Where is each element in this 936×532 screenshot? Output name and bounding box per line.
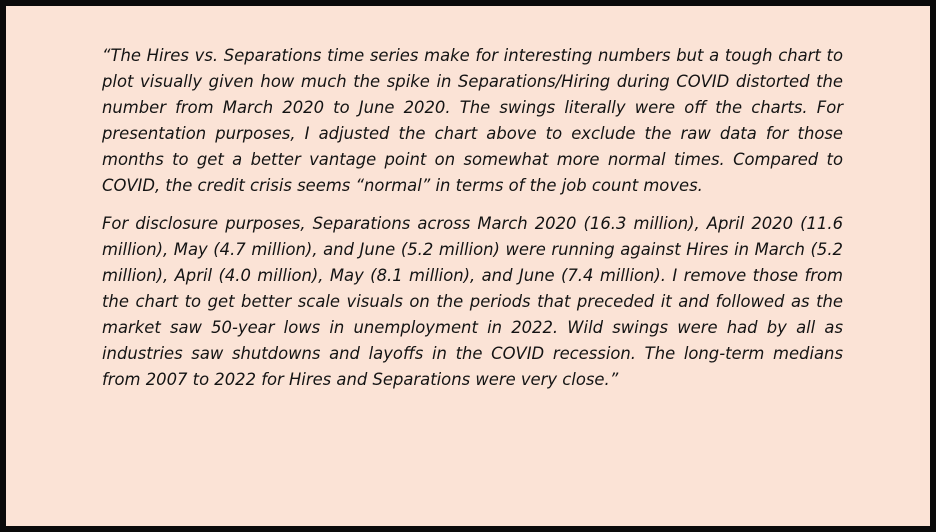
quote-paragraph-2: For disclosure purposes, Separations across March 2020 (16.3 million), April 2020 (11.6 million), May (4.7 million), and June (5.2 million) were running against Hires in March (5.2 million), April (4.0 million), May (8.1 million), and June (7.4 million). I remove those from the chart to get better scale visuals on the periods that preceded it and followed as the market saw 50-year lows in unemployment in 2022. Wild swings were had by all as industries saw shutdowns and layoffs in the COVID recession. The long-term medians from 2007 to 2022 for Hires and Separations were very close.” [102, 214, 843, 389]
quote-text [102, 43, 843, 393]
quote-paragraph-1: “The Hires vs. Separations time series make for interesting numbers but a tough chart to plot visually given how much the spike in Separations/Hiring during COVID distorted the number from March 2020 to June 2020. The swings literally were off the charts. For presentation purposes, I adjusted the chart above to exclude the raw data for those months to get a better vantage point on somewhat more normal times. Compared to COVID, the credit crisis seems “normal” in terms of the job count moves. [102, 46, 843, 195]
